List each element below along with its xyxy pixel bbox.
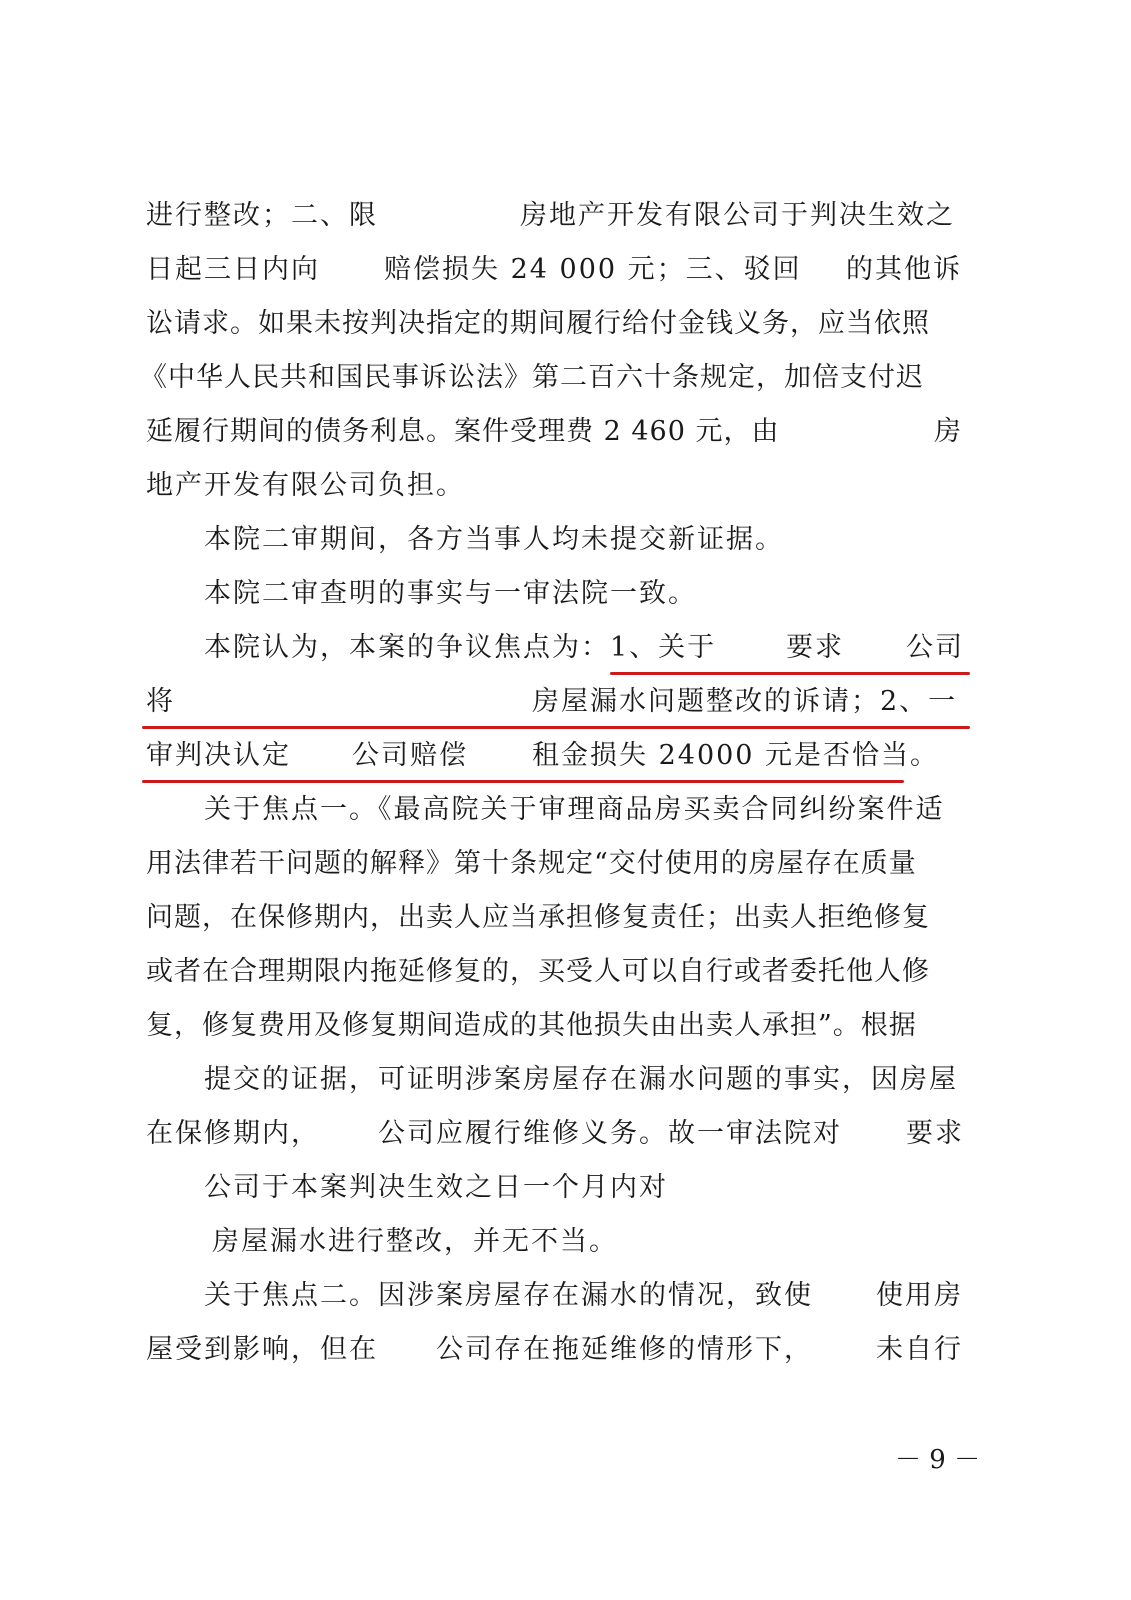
text-line — [146, 1330, 378, 1370]
text-line — [204, 1168, 668, 1208]
text-fragment: 本院认为，本案的争议焦点为：1、关于 — [204, 632, 717, 663]
text-fragment: 用法律若干问题的解释》第十条规定“交付使用的房屋存在质量 — [146, 848, 917, 879]
red-underline — [142, 780, 904, 783]
text-fragment: 本院二审查明的事实与一审法院一致。 — [204, 578, 697, 609]
text-line — [146, 196, 378, 236]
text-line — [146, 844, 917, 884]
text-line — [352, 736, 468, 776]
text-fragment: 关于焦点二。因涉案房屋存在漏水的情况，致使 — [204, 1280, 813, 1311]
text-fragment: 延履行期间的债务利息。案件受理费 2 460 元，由 — [146, 416, 780, 447]
text-line — [436, 1330, 813, 1370]
text-fragment: 的其他诉 — [846, 254, 962, 285]
text-fragment: 《中华人民共和国民事诉讼法》第二百六十条规定，加倍支付迟 — [140, 362, 924, 393]
text-fragment: 公司 — [906, 632, 964, 663]
text-fragment: 房屋漏水进行整改，并无不当。 — [212, 1226, 618, 1257]
text-line — [146, 1006, 917, 1046]
text-line — [906, 628, 964, 668]
text-fragment: 屋受到影响，但在 — [146, 1334, 378, 1365]
text-line — [384, 250, 802, 290]
text-fragment: 公司于本案判决生效之日一个月内对 — [204, 1172, 668, 1203]
text-line — [378, 1114, 842, 1154]
text-line — [204, 628, 716, 668]
text-line — [204, 790, 945, 830]
text-fragment: 问题，在保修期内，出卖人应当承担修复责任；出卖人拒绝修复 — [146, 902, 930, 933]
text-fragment: 要求 — [786, 632, 844, 663]
text-line — [532, 682, 957, 722]
text-line — [934, 412, 963, 452]
text-line — [146, 250, 320, 290]
text-fragment: 租金损失 24000 元是否恰当。 — [532, 740, 940, 771]
text-line — [876, 1276, 963, 1316]
text-fragment: 日起三日内向 — [146, 254, 320, 285]
text-fragment: 本院二审期间，各方当事人均未提交新证据。 — [204, 524, 784, 555]
text-line — [520, 196, 955, 236]
text-line — [146, 1114, 320, 1154]
text-fragment: 或者在合理期限内拖延修复的，买受人可以自行或者委托他人修 — [146, 956, 930, 987]
red-underline — [142, 726, 970, 729]
text-fragment: 公司存在拖延维修的情形下， — [436, 1334, 813, 1365]
text-line — [204, 1060, 958, 1100]
text-fragment: 地产开发有限公司负担。 — [146, 470, 465, 501]
text-line — [846, 250, 962, 290]
text-fragment: 进行整改；二、限 — [146, 200, 378, 231]
text-fragment: 房屋漏水问题整改的诉请；2、一 — [532, 686, 958, 717]
text-fragment: 要求 — [906, 1118, 964, 1149]
text-fragment: 将 — [146, 686, 175, 717]
text-line — [146, 898, 930, 938]
text-line — [146, 736, 291, 776]
text-line — [146, 952, 930, 992]
red-underline — [610, 672, 970, 675]
text-line — [140, 358, 924, 398]
text-fragment: 提交的证据，可证明涉案房屋存在漏水问题的事实，因房屋 — [204, 1064, 958, 1095]
text-fragment: 赔偿损失 24 000 元；三、驳回 — [384, 254, 802, 285]
text-fragment: 房 — [934, 416, 963, 447]
text-line — [146, 304, 930, 344]
text-line — [204, 520, 784, 560]
text-fragment: 审判决认定 — [146, 740, 291, 771]
text-fragment: 公司应履行维修义务。故一审法院对 — [378, 1118, 842, 1149]
page-number: － 9 － — [895, 1445, 981, 1475]
text-fragment: 关于焦点一。《最高院关于审理商品房买卖合同纠纷案件适 — [204, 794, 945, 825]
text-line — [786, 628, 844, 668]
text-line — [212, 1222, 618, 1262]
text-line — [532, 736, 939, 776]
text-fragment: 讼请求。如果未按判决指定的期间履行给付金钱义务，应当依照 — [146, 308, 930, 339]
text-line — [146, 466, 465, 506]
text-line — [146, 412, 779, 452]
text-line — [876, 1330, 963, 1370]
text-fragment: 复，修复费用及修复期间造成的其他损失由出卖人承担”。根据 — [146, 1010, 917, 1041]
text-fragment: 在保修期内， — [146, 1118, 320, 1149]
text-line — [906, 1114, 964, 1154]
text-fragment: 使用房 — [876, 1280, 963, 1311]
text-fragment: 公司赔偿 — [352, 740, 468, 771]
text-fragment: 房地产开发有限公司于判决生效之 — [520, 200, 955, 231]
text-line — [204, 574, 697, 614]
text-line — [146, 682, 175, 722]
text-line — [204, 1276, 813, 1316]
text-fragment: 未自行 — [876, 1334, 963, 1365]
